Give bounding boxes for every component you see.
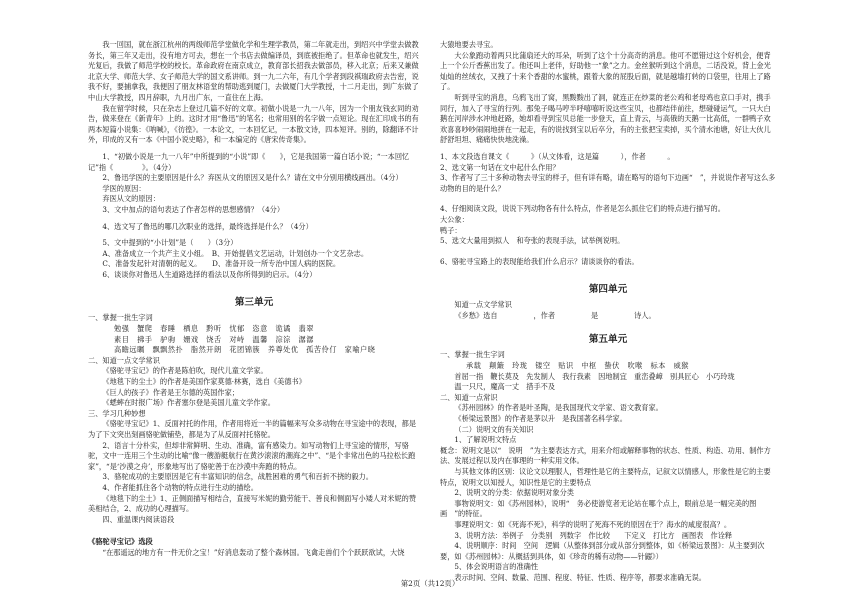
question-4: 4、选文写了鲁迅的哪几次职业的选择，最终选择是什么？（4分） [102,221,313,231]
question-3: 3、文中加点的语句表达了作者怎样的思想感情？（4分） [102,204,285,214]
unit-5-know-8: 4、说明顺序：时间 空间 逻辑（从整体到部分或从部分到整体，如《桥梁远景图》：从主要到次要，如《苏州园林》：从概括到具体，如《珍奇的稀有动物——针鼹》） [440,541,765,561]
reading-question-4: 4、仔细阅读文段，说说下列动物各有什么特点，作者是怎么抓住它们的特点进行描写的。 [440,204,725,214]
intro-paragraph-1: 我一回国，就在浙江杭州的两级师范学堂做化学和生理学教员，第二年就走出，到绍兴中学堂去做教务长，第三年又走出，没有地方可去，想在一个书店去做编译员，到底被拒绝了。但革命也就发生，绍兴光复后，我做了师范学校的校长。革命政府在南京成立，教育部长招我去做部员，移入北京；后来又兼做北京大学、师范大学、女子师范大学的国文系讲师。到一九二六年，有几个学者到段祺瑞政府去告密，说我不好，要捕拿我，我便因了朋友林语堂的帮助逃到厦门，去做厦门大学教授，十二月走出，到广东做了中山大学教授，四月辞职，九月出广东，一直住在上海。 [88,40,419,102]
unit-3-lit-4: 《蟋蟀在时报广场》作者塞尔登是美国儿童文学作家。 [102,398,275,408]
reading-question-2: 2、选文第一句话在文中起什么作用？ [440,162,560,172]
unit-5-know-3: 与其他文体的区别：议论文以理服人，哲理性是它的主要特点，记叙文以情感人，形象性是它的主要特点，说明文以知授人，知识性是它的主要特点 [440,467,771,487]
unit-5-know-1: 1、了解说明文特点 [454,435,517,445]
question-6: 6、谈谈你对鲁迅人生道路选择的看法以及你所得到的启示。（4分） [102,269,317,279]
reading-question-1: 1、本文段选自课文《 》（从文体看，这是篇 ），作者 。 [440,151,675,161]
unit-5-words-1: 承载 颠簸 玲珑 镂空 贴识 中枢 蛰伏 吹喉 标本 威猴 [466,361,689,371]
unit-3-section-4: 四、重温课内阅读语段 [102,514,175,524]
unit-3-section-2: 二、知道一点文学常识 [88,355,160,365]
question-2-answer-a: 学医的原因： [102,183,146,193]
intro-paragraph-2: 我在留学时候，只在杂志上登过几篇不好的文章。初做小说是一九一八年，因为一个朋友钱玄同的劝告，做来登在《新青年》上的。这时才用“鲁迅”的笔名；也常用别的名字做一点短论。现在汇印成书的有两本短篇小说集：《呐喊》，《彷徨》。一本论文，一本回忆记，一本散文诗，四本短评。别的，除翻译不计外，印成的又有一本《中国小说史略》，和一本编定的《唐宋传奇集》。 [88,103,419,145]
unit-3-skill-1: 《骆驼寻宝记》1、反面衬托的作用，作者用将近一半的篇幅来写众多动物在寻宝途中的表现，都是为了下文突出刻画骆驼做铺垫，都是为了从反面衬托骆驼。 [88,419,417,439]
unit-5-know-6: 事理说明文：如《死海不死》，科学的说明了死海不死的原因在于？海水的咸度很高？。 [454,519,732,529]
question-2: 2、鲁迅学医的主要原因是什么？弃医从文的原因又是什么？请在文中分别用横线画出。（4分） [102,173,403,183]
question-2-answer-b: 弃医从文的原因： [102,194,160,204]
reading-text: “在那遥远的地方有一件无价之宝！”好消息轰动了整个森林国。飞禽走兽们个个跃跃欲试，大饶 [102,547,405,557]
unit-4-subtitle: 知道一点文学常识 [454,300,512,310]
unit-3-section-1: 一、掌握一批生字词 [88,313,153,323]
unit-3-lit-1: 《骆驼寻宝记》的作者是陈伯吹，现代儿童文学家。 [102,366,268,376]
unit-3-lit-3: 《巨人的孩子》作者是王尔德的英国作家； [102,387,239,397]
unit-5-know-5: 事物说明文：如《苏州园林》，说明“ 务必使游览者无论站在哪个点上，眼前总是一幅完美的图画 ”的特征。 [440,498,757,519]
unit-3-words-3: 高瞻远瞩 飘飘然扑 脂然开朗 花团锦簇 养尊处优 孤苦伶仃 家喻户晓 [114,345,376,355]
question-5: 5、文中提到的“小计划”是（ ）（3分） [102,238,238,248]
unit-5-lit-2: 《桥梁远景图》的作者是茅以升 是我国著名科学家。 [454,414,627,424]
unit-3-skill-5: 《地毯下的尘土》1、正侧面描写相结合，直接写米妮的勤劳能干、善良和侧面写小矮人对米妮的赞美相结合，2、成功的心理描写。 [88,493,417,514]
unit-5-section-2: 二、知道一点常识 [440,392,498,402]
unit-3-words-1: 勉强 蟹爬 春睡 栖息 黔听 忧郁 恣意 诡谲 翡翠 [114,324,314,334]
unit-5-know-2: 概念：说明文是以“ 说明 ”为主要表达方式，用来介绍或解释事物的状态、性质、构造、功用、制作方法、发展过程以及内在事理的一种实用文体。 [440,445,771,466]
unit-5-title: 第五单元 [588,334,628,346]
reading-continuation: 大猿地要去寻宝。 [440,40,498,49]
unit-5-words-2: 首屈一指 鞭长莫及 先发制人 我行我素 因地制宜 重峦叠嶂 别具匠心 小巧玲珑 [454,371,735,381]
reading-question-4-duck: 鸭子： [440,225,462,235]
unit-3-skill-2: 2、语言十分朴实，但却非常鲜明、生动、准确，富有感染力。如写动物们上寻宝途的情形，写骆驼，文中一连用三个生动的比喻“像一艘游艇航行在黄沙滚滚的潮海之中”、“是个非常出色的马拉松长跑家”，“是‘沙漠之舟’，形象地写出了骆驼善于在沙漠中奔跑的特点。 [88,440,416,471]
page-footer: 第2页（共12页） [400,579,460,588]
question-1: 1、“初做小说是一九一八年”中所提到的“小说”即《 》，它是我国第一篇白话小说；“一本回忆记”指《 》。（4分） [88,151,410,172]
question-5-options-cd: C、准备发起针对清朝的起义。 D、准备开设一所专治中国人病的医院。 [102,259,341,269]
unit-4-line: 《乡愁》选自 ，作者 是 诗人。 [454,310,656,320]
unit-5-lit-1: 《苏州园林》的作者是叶圣陶，是我国现代文学家、语文教育家。 [454,403,663,413]
reading-title: 《骆驼寻宝记》选段 [88,537,153,547]
unit-5-section-1: 一、掌握一批生字词 [440,350,505,360]
unit-3-skill-4: 4、作者能抓住各个动物的特点进行生动的描绘。 [102,482,258,492]
unit-5-know-7: 3、说明方法：举例子 分类别 列数字 作比较 下定义 打比方 画图表 作诠释 [454,530,733,540]
unit-3-words-2: 素目 拂手 驴驹 姗戏 饶舌 对峙 温馨 淙淙 潺潺 [114,334,314,344]
reading-question-3: 3、作者写了三十多种动物去寻宝的样子，但有详有略，请在略写的语句下边画“ ”，并说说作者写这么多动物的目的是什么？ [440,173,776,193]
unit-4-title: 第四单元 [588,284,628,296]
reading-question-5: 5、选文大量用到拟人 和夸张的表现手法，试举例说明。 [440,236,625,246]
left-column [88,40,420,559]
unit-3-title: 第三单元 [234,297,274,309]
passage-paragraph-2: 听到寻宝的消息，乌鸦飞出了窝，黑黢黢出了洞，就连正在炒菜的老公鸡和老母鸡也京口手对，携手同行，加入了寻宝的行列。那兔子喝马哼半呼嘻嘻听说这些宝贝，也都结伴前往，想碰碰运气，一只大白鹅在河岸涉水冲地赶路，她却看寻到宝贝总能一步登天，直上青云，与高俄的天鹅一比高低，一群鸭子欢欢喜喜吵吵闹闹地拼在一起走，有的说找到宝以后卒分，有的主张把宝卖掉，买个清水池塘，好让大伙儿舒舒坦坦、痛痛快快地洗澡。 [440,92,771,145]
unit-5-know-9: 5、体会说明语言的准确性 [454,562,539,572]
passage-paragraph-1: 大公象跑动着两只比蒲扇还大的耳朵，听到了这个十分高奇的消息。他可不愿错过这个好机会，便背上一个公斤香蕉出发了。他还叫上老伴，好助他一“象”之力。金丝猴听到这个消息，二话没说，背上金光灿灿的丝绒衣，又拽了十来个香甜的水蜜桃，跟着大象的屁股后面，就是越墙打转的口袋里，往用上了路了。 [440,50,771,92]
reading-question-6: 6、骆驼寻宝路上的表现能给我们什么启示？请谈谈你的看法。 [440,256,639,266]
unit-5-know-4: 2、说明文的分类：依据说明对象分类 [454,488,574,498]
question-5-options-ab: A、准备成立一个共产主义小组。 B、开始提倡文艺运动，计划创办一个文艺杂志。 [102,248,369,258]
right-column [440,40,776,584]
unit-5-words-3: 温一只尺，魔高一丈 措手不及 [454,382,556,392]
unit-3-lit-2: 《地毯下的尘土》的作者是美国作家莫德·林赛，选自《美德书》 [102,377,306,387]
unit-5-section-3: （二）说明文的有关知识 [454,424,534,434]
reading-question-4-elephant: 大公象： [440,214,469,224]
unit-5-know-10: 表示时间、空间、数量、范围、程度、特征、性质、程序等，都要求准确无误。 [454,572,706,582]
unit-3-skill-3: 3、骆驼成功的主要原因是它有丰富知识的信念，战胜困难的勇气和百折不挠的毅力。 [102,472,373,482]
unit-3-section-3: 三、学习几种妙想 [88,408,146,418]
